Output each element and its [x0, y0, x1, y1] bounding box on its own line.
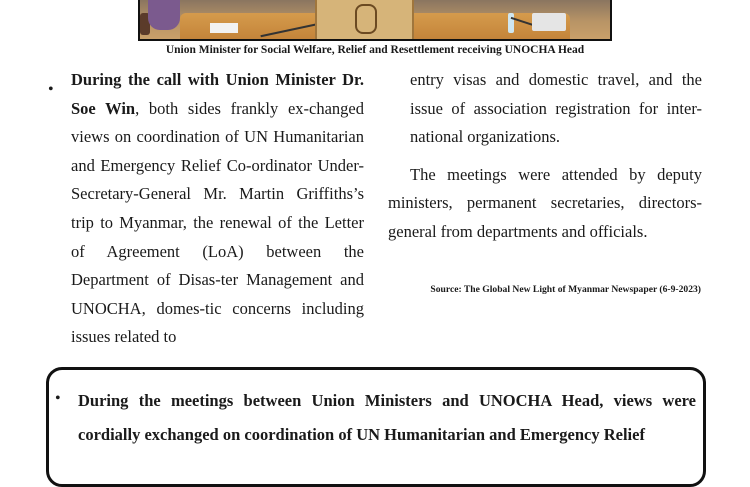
paper-shape [210, 23, 238, 33]
highlight-box [46, 367, 706, 487]
right-continuation: entry visas and domestic travel, and the issue of association registration for inter-national organizations. [410, 70, 702, 147]
center-decoration [315, 0, 414, 39]
person-shape [148, 0, 180, 30]
bold-lead: During the call with Union Minister Dr. Soe Win [71, 70, 364, 118]
left-column [48, 66, 364, 352]
bullet-marker: • [55, 390, 61, 407]
source-citation: Source: The Global New Light of Myanmar Newspaper (6-9-2023) [430, 284, 701, 295]
right-paragraph: The meetings were attended by deputy ministers, permanent secretaries, directors-general from departments and officials. [388, 164, 702, 241]
right-column [388, 66, 702, 247]
left-paragraph [71, 66, 364, 352]
meeting-photo [138, 0, 612, 41]
bullet-marker: • [48, 81, 54, 98]
nameplate [532, 13, 566, 31]
highlight-text: During the meetings between Union Ministers and UNOCHA Head, views were cordially exchanged on coordination of UN Humanitarian and Emergency Relief [78, 391, 696, 444]
left-body: , both sides frankly ex-changed views on coordination of UN Humanitarian and Emergency Relief Co-ordinator Under-Secretary-General Mr. Martin Griffiths’s trip to Myanmar, the renewal of the Letter of Agreement (LoA) between the Department of Disas-ter Management and UNOCHA, domes-tic concerns including issues related to [71, 98, 364, 347]
photo-caption: Union Minister for Social Welfare, Relief and Resettlement receiving UNOCHA Head [165, 44, 585, 56]
